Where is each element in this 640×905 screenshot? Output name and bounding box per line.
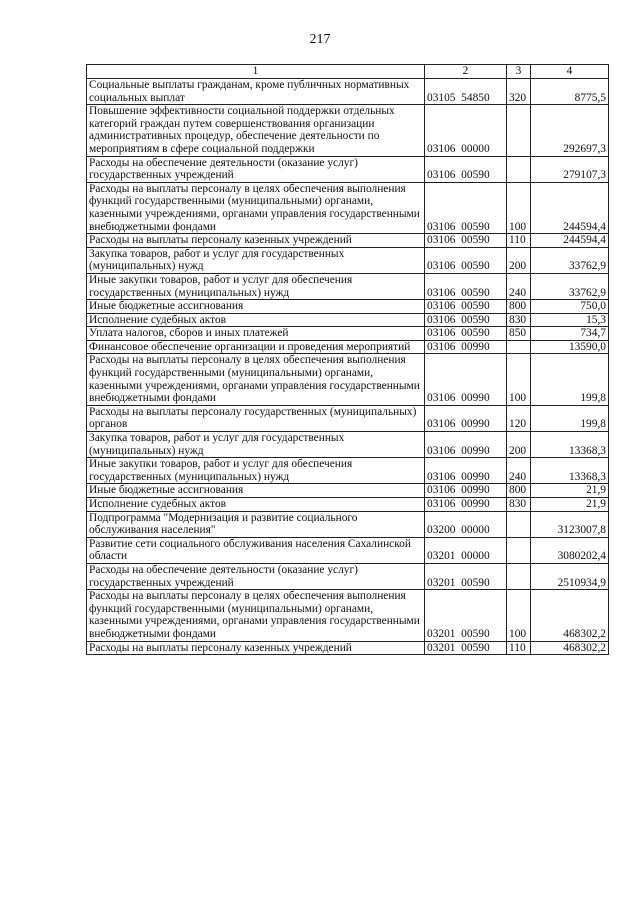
row-code-cell: 03201 00590 (425, 641, 507, 655)
row-code-cell: 03106 00000 (425, 105, 507, 156)
column-header-3: 3 (507, 65, 531, 79)
row-vr-cell: 200 (507, 432, 531, 458)
row-name-cell: Иные бюджетные ассигнования (87, 484, 425, 498)
column-header-2: 2 (425, 65, 507, 79)
row-amount-cell: 21,9 (531, 484, 609, 498)
table-row (87, 405, 609, 431)
row-name-cell: Расходы на выплаты персоналу казенных учреждений (87, 234, 425, 248)
row-vr-cell: 830 (507, 498, 531, 512)
row-code-cell: 03106 00590 (425, 327, 507, 341)
row-vr-cell (507, 511, 531, 537)
row-name-cell: Исполнение судебных актов (87, 498, 425, 512)
row-amount-cell: 244594,4 (531, 234, 609, 248)
row-vr-cell: 100 (507, 182, 531, 233)
table-row (87, 340, 609, 354)
row-vr-cell (507, 105, 531, 156)
row-amount-cell: 734,7 (531, 327, 609, 341)
row-vr-cell: 800 (507, 300, 531, 314)
row-amount-cell: 33762,9 (531, 273, 609, 299)
row-amount-cell: 3123007,8 (531, 511, 609, 537)
row-amount-cell: 13590,0 (531, 340, 609, 354)
row-name-cell: Подпрограмма "Модернизация и развитие социального обслуживания населения" (87, 511, 425, 537)
table-row (87, 105, 609, 156)
row-amount-cell: 13368,3 (531, 432, 609, 458)
row-amount-cell: 292697,3 (531, 105, 609, 156)
table-row (87, 537, 609, 563)
row-code-cell: 03105 54850 (425, 79, 507, 105)
row-code-cell: 03106 00590 (425, 156, 507, 182)
row-vr-cell (507, 156, 531, 182)
row-code-cell: 03106 00990 (425, 405, 507, 431)
row-code-cell: 03106 00590 (425, 234, 507, 248)
row-vr-cell: 830 (507, 313, 531, 327)
row-code-cell: 03106 00990 (425, 432, 507, 458)
table-row (87, 432, 609, 458)
table-row (87, 563, 609, 589)
row-amount-cell: 199,8 (531, 405, 609, 431)
table-row (87, 273, 609, 299)
row-amount-cell: 199,8 (531, 354, 609, 405)
row-name-cell: Расходы на обеспечение деятельности (оказание услуг) государственных учреждений (87, 563, 425, 589)
table-row (87, 327, 609, 341)
row-amount-cell: 2510934,9 (531, 563, 609, 589)
row-name-cell: Иные бюджетные ассигнования (87, 300, 425, 314)
row-name-cell: Закупка товаров, работ и услуг для государственных (муниципальных) нужд (87, 432, 425, 458)
row-name-cell: Уплата налогов, сборов и иных платежей (87, 327, 425, 341)
row-name-cell: Расходы на выплаты персоналу казенных учреждений (87, 641, 425, 655)
row-code-cell: 03201 00590 (425, 563, 507, 589)
row-amount-cell: 21,9 (531, 498, 609, 512)
row-amount-cell: 750,0 (531, 300, 609, 314)
row-vr-cell (507, 537, 531, 563)
table-header-row (87, 65, 609, 79)
row-name-cell: Иные закупки товаров, работ и услуг для обеспечения государственных (муниципальных) нужд (87, 458, 425, 484)
row-amount-cell: 33762,9 (531, 247, 609, 273)
row-vr-cell: 320 (507, 79, 531, 105)
row-vr-cell: 800 (507, 484, 531, 498)
row-amount-cell: 468302,2 (531, 590, 609, 641)
table-row (87, 313, 609, 327)
row-amount-cell: 13368,3 (531, 458, 609, 484)
row-code-cell: 03106 00590 (425, 313, 507, 327)
row-code-cell: 03106 00990 (425, 484, 507, 498)
table-row (87, 511, 609, 537)
row-code-cell: 03106 00590 (425, 273, 507, 299)
table-row (87, 182, 609, 233)
row-vr-cell (507, 340, 531, 354)
row-amount-cell: 3080202,4 (531, 537, 609, 563)
table-row (87, 498, 609, 512)
column-header-4: 4 (531, 65, 609, 79)
table-row (87, 484, 609, 498)
row-amount-cell: 8775,5 (531, 79, 609, 105)
row-name-cell: Расходы на выплаты персоналу в целях обеспечения выполнения функций государственными (муниципальными) органами, казенными учреждениями, органами управления государственными внебюджетными фондами (87, 182, 425, 233)
row-amount-cell: 279107,3 (531, 156, 609, 182)
row-code-cell: 03106 00590 (425, 182, 507, 233)
table-row (87, 458, 609, 484)
row-code-cell: 03106 00990 (425, 340, 507, 354)
table-row (87, 354, 609, 405)
row-vr-cell (507, 563, 531, 589)
table-row (87, 156, 609, 182)
row-name-cell: Иные закупки товаров, работ и услуг для обеспечения государственных (муниципальных) нужд (87, 273, 425, 299)
row-vr-cell: 100 (507, 354, 531, 405)
row-code-cell: 03200 00000 (425, 511, 507, 537)
table-row (87, 590, 609, 641)
row-code-cell: 03106 00990 (425, 354, 507, 405)
budget-table (86, 64, 609, 655)
column-header-1: 1 (87, 65, 425, 79)
row-amount-cell: 468302,2 (531, 641, 609, 655)
table-row (87, 247, 609, 273)
row-amount-cell: 15,3 (531, 313, 609, 327)
row-vr-cell: 200 (507, 247, 531, 273)
row-code-cell: 03106 00590 (425, 247, 507, 273)
row-name-cell: Расходы на обеспечение деятельности (оказание услуг) государственных учреждений (87, 156, 425, 182)
row-name-cell: Расходы на выплаты персоналу государственных (муниципальных) органов (87, 405, 425, 431)
row-name-cell: Развитие сети социального обслуживания населения Сахалинской области (87, 537, 425, 563)
row-name-cell: Финансовое обеспечение организации и проведения мероприятий (87, 340, 425, 354)
row-name-cell: Социальные выплаты гражданам, кроме публичных нормативных социальных выплат (87, 79, 425, 105)
table-row (87, 641, 609, 655)
row-name-cell: Повышение эффективности социальной поддержки отдельных категорий граждан путем совершенствования организации административных процедур, обеспечение деятельности по мероприятиям в сфере социальной поддержки (87, 105, 425, 156)
row-name-cell: Расходы на выплаты персоналу в целях обеспечения выполнения функций государственными (муниципальными) органами, казенными учреждениями, органами управления государственными внебюджетными фондами (87, 590, 425, 641)
row-vr-cell: 240 (507, 458, 531, 484)
row-vr-cell: 110 (507, 641, 531, 655)
row-vr-cell: 120 (507, 405, 531, 431)
table-row (87, 234, 609, 248)
row-code-cell: 03106 00990 (425, 498, 507, 512)
row-vr-cell: 240 (507, 273, 531, 299)
row-code-cell: 03106 00990 (425, 458, 507, 484)
table-row (87, 300, 609, 314)
row-vr-cell: 110 (507, 234, 531, 248)
row-code-cell: 03201 00000 (425, 537, 507, 563)
row-vr-cell: 850 (507, 327, 531, 341)
page-number: 217 (309, 32, 331, 47)
row-amount-cell: 244594,4 (531, 182, 609, 233)
table-row (87, 79, 609, 105)
row-code-cell: 03106 00590 (425, 300, 507, 314)
row-code-cell: 03201 00590 (425, 590, 507, 641)
row-name-cell: Исполнение судебных актов (87, 313, 425, 327)
row-name-cell: Расходы на выплаты персоналу в целях обеспечения выполнения функций государственными (муниципальными) органами, казенными учреждениями, органами управления государственными внебюджетными фондами (87, 354, 425, 405)
row-vr-cell: 100 (507, 590, 531, 641)
row-name-cell: Закупка товаров, работ и услуг для государственных (муниципальных) нужд (87, 247, 425, 273)
